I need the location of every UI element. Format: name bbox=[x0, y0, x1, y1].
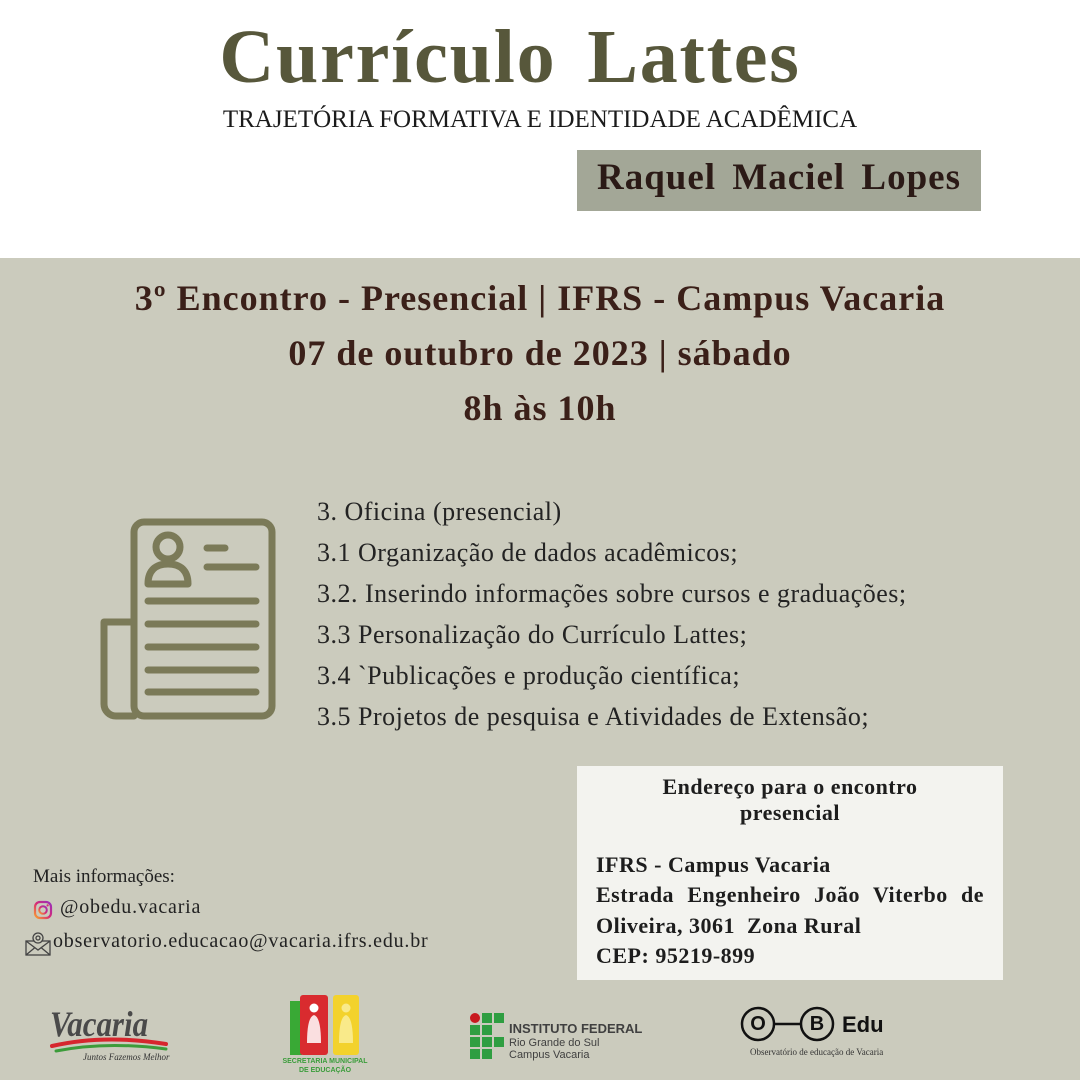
secretaria-logo-text: SECRETARIA MUNICIPAL bbox=[282, 1058, 368, 1065]
document-back-flap bbox=[104, 622, 134, 716]
person-body bbox=[148, 564, 188, 584]
mail-icon bbox=[25, 932, 51, 956]
contact-label: Mais informações: bbox=[33, 866, 175, 887]
event-date: 07 de outubro de 2023 | sábado bbox=[288, 333, 792, 373]
obedu-logo-word: Edu bbox=[842, 1012, 884, 1037]
instagram-handle: @obedu.vacaria bbox=[60, 896, 202, 918]
address-heading: presencial bbox=[740, 800, 840, 825]
program-item: 3.3 Personalização do Currículo Lattes; bbox=[317, 620, 748, 649]
program-list bbox=[317, 491, 907, 737]
poster-title: Currículo Lattes bbox=[219, 15, 801, 99]
event-title: 3º Encontro - Presencial | IFRS - Campus Vacaria bbox=[134, 278, 946, 318]
program-item: 3.4 `Publicações e produção científica; bbox=[317, 661, 741, 690]
program-item: 3.1 Organização de dados acadêmicos; bbox=[317, 538, 739, 567]
instituto-federal-logo-mark bbox=[470, 1013, 504, 1059]
obedu-logo-letter: B bbox=[809, 1013, 825, 1035]
contact-email: observatorio.educacao@vacaria.ifrs.edu.br bbox=[53, 930, 429, 952]
instituto-federal-state: Rio Grande do Sul bbox=[509, 1037, 600, 1049]
address-box bbox=[577, 766, 1003, 980]
vacaria-logo-tagline: Juntos Fazemos Melhor bbox=[83, 1052, 170, 1062]
instagram-icon bbox=[33, 900, 53, 920]
secretaria-logo bbox=[280, 993, 370, 1057]
address-heading: Endereço para o encontro bbox=[662, 774, 918, 799]
address-line: IFRS - Campus Vacaria bbox=[596, 852, 831, 877]
instituto-federal-name: INSTITUTO FEDERAL bbox=[509, 1021, 643, 1036]
event-time: 8h às 10h bbox=[463, 388, 617, 428]
author-box bbox=[577, 150, 981, 211]
obedu-logo-letter: O bbox=[750, 1013, 766, 1035]
address-line: Estrada Engenheiro João Viterbo de bbox=[596, 882, 984, 907]
person-head bbox=[156, 535, 180, 559]
address-line: Oliveira, 3061 Zona Rural bbox=[596, 913, 862, 938]
author-name: Raquel Maciel Lopes bbox=[597, 157, 961, 198]
instituto-federal-campus: Campus Vacaria bbox=[509, 1049, 590, 1061]
program-item: 3.5 Projetos de pesquisa e Atividades de Extensão; bbox=[317, 702, 870, 731]
secretaria-logo-text: DE EDUCAÇÃO bbox=[298, 1067, 352, 1074]
program-item: 3. Oficina (presencial) bbox=[317, 497, 562, 526]
obedu-logo-caption: Observatório de educação de Vacaria bbox=[750, 1047, 884, 1057]
address-line: CEP: 95219-899 bbox=[596, 943, 756, 968]
program-item: 3.2. Inserindo informações sobre cursos e graduações; bbox=[317, 579, 907, 608]
resume-document-icon bbox=[94, 514, 284, 729]
vacaria-logo-wordmark: Vacaria bbox=[50, 1004, 149, 1044]
poster-subtitle: TRAJETÓRIA FORMATIVA E IDENTIDADE ACADÊMICA bbox=[222, 106, 858, 133]
